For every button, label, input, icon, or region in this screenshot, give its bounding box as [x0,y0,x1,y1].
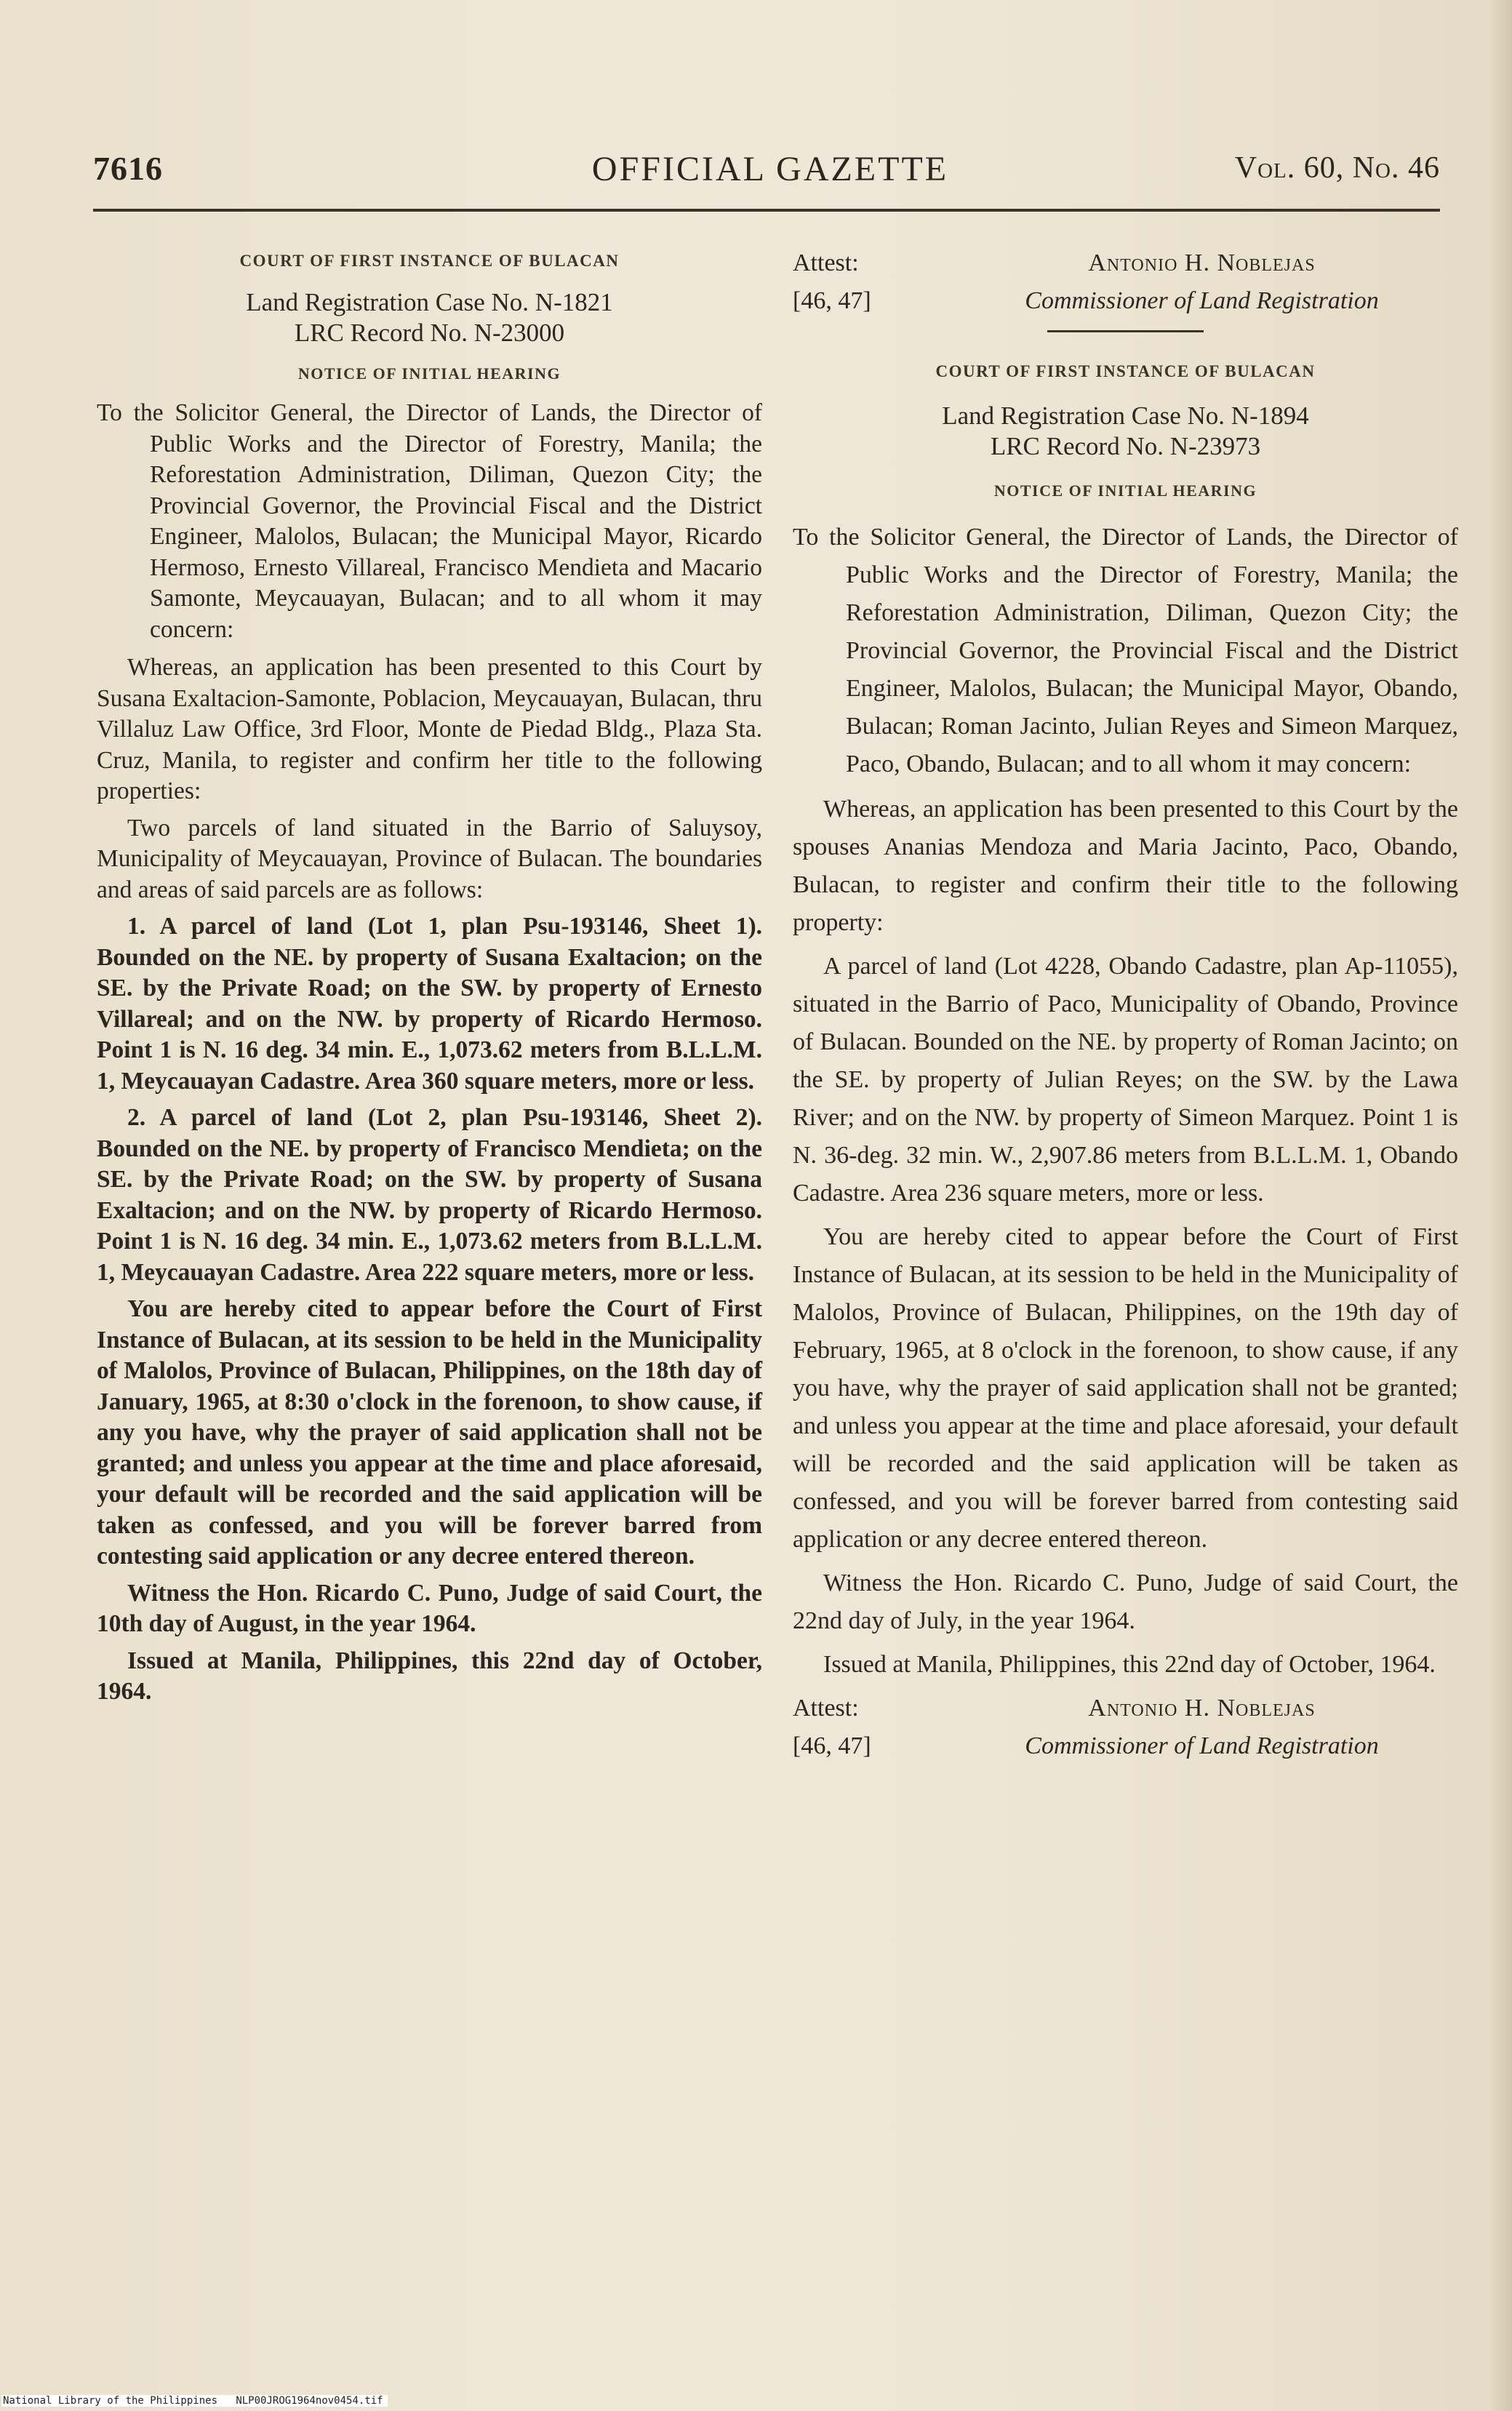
court-heading: COURT OF FIRST INSTANCE OF BULACAN [935,362,1316,380]
publication-title: OFFICIAL GAZETTE [591,150,949,188]
header-rule [93,209,1440,212]
addressee-paragraph: To the Solicitor General, the Director of Lands, the Director of Public Works and the Director of Forestry, Manila; the Reforestation Administration, Diliman, Quezon City; the Provincial Governor, the Provincial Fiscal and the District Engineer, Malolos, Bulacan; the Municipal Mayor, Ricardo Hermoso, Ernesto Villareal, Francisco Mendieta and Macario Samonte, Meycauayan, Bulacan; and to all whom it may concern: [97,399,762,643]
application-paragraph: Whereas, an application has been presented to this Court by the spouses Ananias Mendoza and Maria Jacinto, Paco, Obando, Bulacan, to register and confirm their title to the following property: [793,796,1458,936]
citation-paragraph: You are hereby cited to appear before the Court of First Instance of Bulacan, at its session to be held in the Municipality of Malolos, Province of Bulacan, Philippines, on the 18th day of January, 1965, at 8:30 o'clock in the forenoon, to show cause, if any you have, why the prayer of said application shall not be granted; and unless you appear at the time and place aforesaid, your default will be recorded and the said application will be taken as confessed, and you will be forever barred from contesting said application or any decree entered thereon. [97,1295,762,1570]
page-edge-shadow [1490,0,1512,2411]
attest-name: Antonio H. Noblejas [1088,1695,1316,1722]
attest-name: Antonio H. Noblejas [1088,249,1316,276]
page-number: 7616 [93,150,163,187]
case-number: Land Registration Case No. N-1894 [942,401,1309,430]
right-column [793,240,1458,1765]
record-number: LRC Record No. N-23973 [990,432,1261,460]
parcels-paragraph: Two parcels of land situated in the Barrio of Saluysoy, Municipality of Meycauayan, Province of Bulacan. The boundaries and areas of said parcels are as follows: [97,814,762,903]
page-header [93,149,1447,200]
attest-reference: [46, 47] [793,287,871,314]
attest-block-top [793,244,1458,320]
addressee-paragraph: To the Solicitor General, the Director of Lands, the Director of Public Works and the Director of Forestry, Manila; the Reforestation Administration, Diliman, Quezon City; the Provincial Governor, the Provincial Fiscal and the District Engineer, Malolos, Bulacan; the Municipal Mayor, Obando, Bulacan; Roman Jacinto, Julian Reyes and Simeon Marquez, Paco, Obando, Bulacan; and to all whom it may concern: [793,524,1458,777]
application-paragraph: Whereas, an application has been presented to this Court by Susana Exaltacion-Samonte, Poblacion, Meycauayan, Bulacan, thru Villaluz Law Office, 3rd Floor, Monte de Piedad Bldg., Plaza Sta. Cruz, Manila, to register and confirm her title to the following properties: [97,654,762,804]
attest-label: Attest: [793,249,859,276]
lot-2-paragraph: 2. A parcel of land (Lot 2, plan Psu-193146, Sheet 2). Bounded on the NE. by property of Francisco Mendieta; on the SE. by the Private Road; on the SW. by property of Susana Exaltacion; and on the NW. by property of Ricardo Hermoso. Point 1 is N. 16 deg. 34 min. E., 1,073.62 meters from B.L.L.M. 1, Meycauayan Cadastre. Area 222 square meters, more or less. [97,1104,762,1286]
witness-paragraph: Witness the Hon. Ricardo C. Puno, Judge of said Court, the 22nd day of July, in the year 1964. [793,1570,1458,1634]
attest-reference: [46, 47] [793,1732,871,1759]
notice-heading: NOTICE OF INITIAL HEARING [993,481,1257,500]
issued-paragraph: Issued at Manila, Philippines, this 22nd day of October, 1964. [97,1647,762,1705]
left-column [97,240,762,1714]
lot-1-paragraph: 1. A parcel of land (Lot 1, plan Psu-193146, Sheet 1). Bounded on the NE. by property of Susana Exaltacion; on the SE. by the Private Road; on the SW. by property of Ernesto Villareal; and on the NW. by property of Ricardo Hermoso. Point 1 is N. 16 deg. 34 min. E., 1,073.62 meters from B.L.L.M. 1, Meycauayan Cadastre. Area 360 square meters, more or less. [97,913,762,1095]
notice-heading: NOTICE OF INITIAL HEARING [297,364,561,383]
citation-paragraph: You are hereby cited to appear before the Court of First Instance of Bulacan, at its session to be held in the Municipality of Malolos, Province of Bulacan, Philippines, on the 19th day of February, 1965, at 8 o'clock in the forenoon, to show cause, if any you have, why the prayer of said application shall not be granted; and unless you appear at the time and place aforesaid, your default will be recorded and the said application will be taken as confessed, and you will be forever barred from contesting said application or any decree entered thereon. [793,1223,1458,1553]
lot-paragraph: A parcel of land (Lot 4228, Obando Cadastre, plan Ap-11055), situated in the Barrio of Paco, Municipality of Obando, Province of Bulacan. Bounded on the NE. by property of Roman Jacinto; on the SE. by property of Julian Reyes; on the SW. by the Lawa River; and on the NW. by property of Simeon Marquez. Point 1 is N. 36-deg. 32 min. W., 2,907.86 meters from B.L.L.M. 1, Obando Cadastre. Area 236 square meters, more or less. [793,953,1458,1207]
record-number: LRC Record No. N-23000 [294,318,565,347]
section-divider [1047,330,1204,332]
court-heading: COURT OF FIRST INSTANCE OF BULACAN [239,252,620,270]
attest-title: Commissioner of Land Registration [1025,1732,1379,1759]
attest-title: Commissioner of Land Registration [1025,287,1379,314]
volume-number: Vol. 60, No. 46 [1234,151,1440,185]
attest-label: Attest: [793,1695,859,1722]
scan-footer [1,2395,388,2407]
case-number: Land Registration Case No. N-1821 [246,287,613,316]
library-name: National Library of the Philippines [3,2395,218,2407]
issued-paragraph: Issued at Manila, Philippines, this 22nd day of October, 1964. [823,1651,1436,1678]
witness-paragraph: Witness the Hon. Ricardo C. Puno, Judge of said Court, the 10th day of August, in the year 1964. [97,1579,762,1637]
attest-block-bottom [793,1690,1458,1765]
file-name: NLP00JROG1964nov0454.tif [236,2395,383,2407]
